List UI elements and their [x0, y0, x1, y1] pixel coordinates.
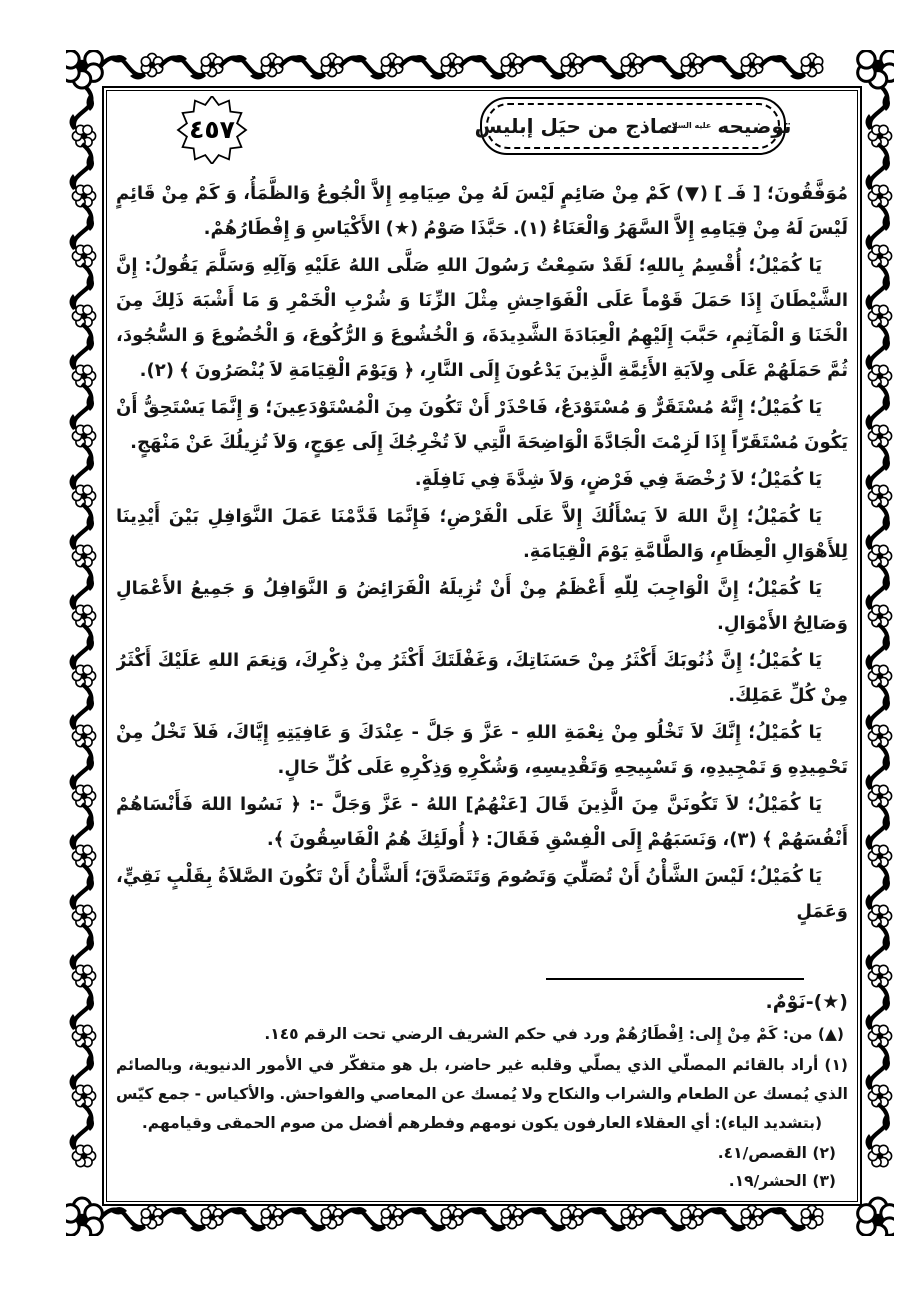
section-title-left: نماذج من حيَل إبليس — [474, 114, 679, 138]
page-number: ٤٥٧ — [189, 115, 235, 144]
page-number-badge — [174, 96, 250, 164]
footnote-source: (▲) من: كَمْ مِنْ إِلى: اِفْطَارُهُمْ ورد في حكم الشريف الرضي تحت الرقم ١٤٥. — [264, 1025, 844, 1043]
page-frame — [102, 86, 862, 1206]
body-paragraph: يَا كُمَيْلُ؛ إِنَّهُ مُسْتَقَرٌّ وَ مُسْتَوْدَعٌ، فَاحْذَرْ أَنْ تَكُونَ مِنَ الْمُسْتَوْدَعِينَ؛ وَ إِنَّمَا يَسْتَحِقُّ أَنْ يَكُونَ مُسْتَقَرّاً إِذَا لَزِمْتَ الْجَادَّةَ الْوَاضِحَةَ الَّتِي لاَ تُخْرِجُكَ إِلَى عِوَجٍ، وَلاَ تُزِيلُكَ عَنْ مَنْهَجٍ. — [116, 397, 848, 453]
honorific-mark: عليه السلام — [665, 120, 712, 130]
page-content — [104, 88, 860, 1204]
section-title-box — [474, 97, 792, 155]
body-paragraph: مُوَفَّقُونَ؛ [ فَـ ] (▼) كَمْ مِنْ صَائِمٍ لَيْسَ لَهُ مِنْ صِيَامِهِ إِلاَّ الْجُوعُ وَالظَّمَأُ، وَ كَمْ مِنْ قَائِمٍ لَيْسَ لَهُ مِنْ قِيَامِهِ إِلاَّ السَّهَرُ وَالْعَنَاءُ (١). حَبَّذَا صَوْمُ (★) الأَكْيَاسِ وَ إِفْطَارُهُمْ. — [116, 183, 848, 239]
body-paragraph: يَا كُمَيْلُ؛ أُقْسِمُ بِاللهِ؛ لَقَدْ سَمِعْتُ رَسُولَ اللهِ صَلَّى اللهُ عَلَيْهِ وَآلِهِ وَسَلَّمَ يَقُولُ: إِنَّ الشَّيْطَانَ إِذَا حَمَلَ قَوْماً عَلَى الْفَوَاحِشِ مِثْلَ الزِّنَا وَ شُرْبِ الْخَمْرِ وَ مَا أَشْبَهَ ذَلِكَ مِنَ الْخَنَا وَ الْمَآثِمِ، حَبَّبَ إِلَيْهِمُ الْعِبَادَةَ الشَّدِيدَةَ، وَ الْخُشُوعَ وَ الرُّكُوعَ، وَ الْخُضُوعَ وَ السُّجُودَ، ثُمَّ حَمَلَهُمْ عَلَى وِلاَيَةِ الأَئِمَّةِ الَّذِينَ يَدْعُونَ إِلَى النَّارِ، ﴿ وَيَوْمَ الْقِيَامَةِ لاَ يُنْصَرُونَ ﴾ (٢). — [116, 255, 848, 381]
body-paragraph: يَا كُمَيْلُ؛ لاَ تَكُونَنَّ مِنَ الَّذِينَ قَالَ [عَنْهُمُ] اللهُ - عَزَّ وَجَلَّ -: ﴿ نَسُوا اللهَ فَأَنْسَاهُمْ أَنْفُسَهُمْ ﴾ (٣)، وَنَسَبَهُمْ إِلَى الْفِسْقِ فَقَالَ: ﴿ أُولَئِكَ هُمُ الْفَاسِقُونَ ﴾. — [116, 794, 848, 850]
footnote-2: (٢) القصص/٤١. — [717, 1144, 836, 1162]
body-paragraph: يَا كُمَيْلُ؛ لاَ رُخْصَةَ فِي فَرْضٍ، وَلاَ شِدَّةَ فِي نَافِلَةٍ. — [414, 469, 822, 490]
page-header — [116, 88, 848, 174]
section-title-right: توضيحه — [717, 114, 792, 138]
footnote-3: (٣) الحشر/١٩. — [728, 1172, 836, 1190]
footnotes — [116, 978, 848, 1196]
footnote-1: (١) أراد بالقائم المصلّي الذي يصلّي وقلبه غير حاضر، بل هو متفكّر في الأمور الدنيوية، وبالصائم الذي يُمسك عن الطعام والشراب والنكاح ولا يُمسك عن المعاصي والفواحش. والأكياس - جمع كيّس (بتشديد الياء): أي العقلاء العارفون يكون نومهم وفطرهم أفضل من صوم الحمقى وقيامهم. — [116, 1056, 848, 1132]
main-text — [116, 176, 848, 931]
footnote-separator — [546, 978, 804, 981]
section-title — [474, 99, 792, 153]
body-paragraph: يَا كُمَيْلُ؛ لَيْسَ الشَّأْنُ أَنْ تُصَلِّيَ وَتَصُومَ وَتَتَصَدَّقَ؛ أَلشَّأْنُ أَنْ تَكُونَ الصَّلاَةُ بِقَلْبٍ نَقِيٍّ، وَعَمَلٍ — [116, 866, 848, 922]
body-paragraph: يَا كُمَيْلُ؛ إِنَّ ذُنُوبَكَ أَكْثَرُ مِنْ حَسَنَاتِكَ، وَغَفْلَتَكَ أَكْثَرُ مِنْ ذِكْرِكَ، وَنِعَمَ اللهِ عَلَيْكَ أَكْثَرُ مِنْ كُلِّ عَمَلِكَ. — [116, 650, 848, 706]
footnote-star: (★)-نَوْمٌ. — [765, 991, 848, 1014]
body-paragraph: يَا كُمَيْلُ؛ إِنَّ الْوَاجِبَ لِلّهِ أَعْظَمُ مِنْ أَنْ تُزِيلَهُ الْفَرَائِضُ وَ النَّوَافِلُ وَ جَمِيعُ الأَعْمَالِ وَصَالِحُ الأَمْوَالِ. — [116, 578, 848, 634]
body-paragraph: يَا كُمَيْلُ؛ إِنَّكَ لاَ تَخْلُو مِنْ نِعْمَةِ اللهِ - عَزَّ وَ جَلَّ - عِنْدَكَ وَ عَافِيَتِهِ إِيَّاكَ، فَلاَ تَخْلُ مِنْ تَحْمِيدِهِ وَ تَمْجِيدِهِ، وَ تَسْبِيحِهِ وَتَقْدِيسِهِ، وَشُكْرِهِ وَذِكْرِهِ عَلَى كُلِّ حَالٍ. — [116, 722, 848, 778]
body-paragraph: يَا كُمَيْلُ؛ إِنَّ اللهَ لاَ يَسْأَلُكَ إِلاَّ عَلَى الْفَرْضِ؛ فَإِنَّمَا قَدَّمْنَا عَمَلَ النَّوَافِلِ بَيْنَ أَيْدِينَا لِلأَهْوَالِ الْعِظَامِ، وَالطَّامَّةِ يَوْمَ الْقِيَامَةِ. — [116, 506, 848, 562]
